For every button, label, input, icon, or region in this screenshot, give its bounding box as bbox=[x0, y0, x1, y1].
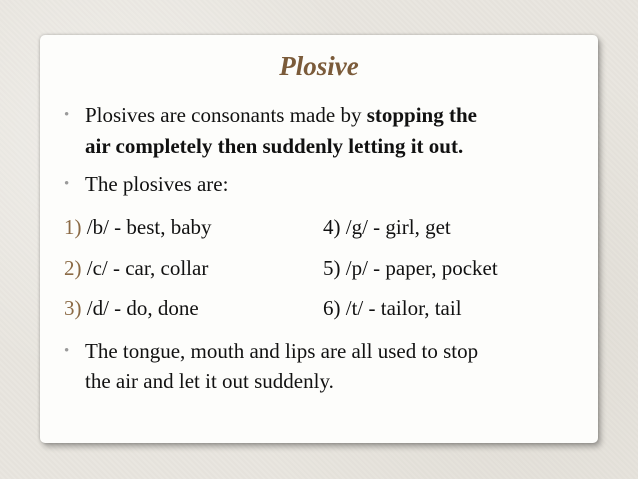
list-text-col2: 4) /g/ - girl, get bbox=[323, 215, 451, 239]
list-text-col2: 6) /t/ - tailor, tail bbox=[323, 296, 462, 320]
slide-title: Plosive bbox=[279, 51, 359, 81]
list-item bbox=[64, 212, 624, 242]
bullet-2-text: The plosives are: bbox=[85, 172, 229, 196]
bullet-1-plain-text: Plosives are consonants made by bbox=[85, 103, 367, 127]
list-text-col2: 5) /p/ - paper, pocket bbox=[323, 256, 498, 280]
bullet-dot: • bbox=[64, 176, 70, 192]
list-text: /b/ - best, baby bbox=[81, 215, 212, 239]
list-text: /c/ - car, collar bbox=[81, 256, 209, 280]
bullet-dot: • bbox=[64, 343, 70, 359]
bullet-1-line-1 bbox=[85, 100, 477, 130]
bullet-3-line-1: The tongue, mouth and lips are all used to stop bbox=[85, 339, 479, 363]
list-number: 2) bbox=[64, 256, 82, 280]
bullet-1-line-2: air completely then suddenly letting it out. bbox=[85, 134, 464, 158]
list-number: 3) bbox=[64, 296, 82, 320]
list-item bbox=[64, 253, 624, 283]
bullet-1-bold-text: stopping the bbox=[366, 103, 477, 127]
list-number: 1) bbox=[64, 215, 82, 239]
list-item bbox=[64, 293, 624, 323]
bullet-3-line-2: the air and let it out suddenly. bbox=[85, 369, 334, 393]
list-text: /d/ - do, done bbox=[81, 296, 199, 320]
bullet-dot: • bbox=[64, 107, 70, 123]
